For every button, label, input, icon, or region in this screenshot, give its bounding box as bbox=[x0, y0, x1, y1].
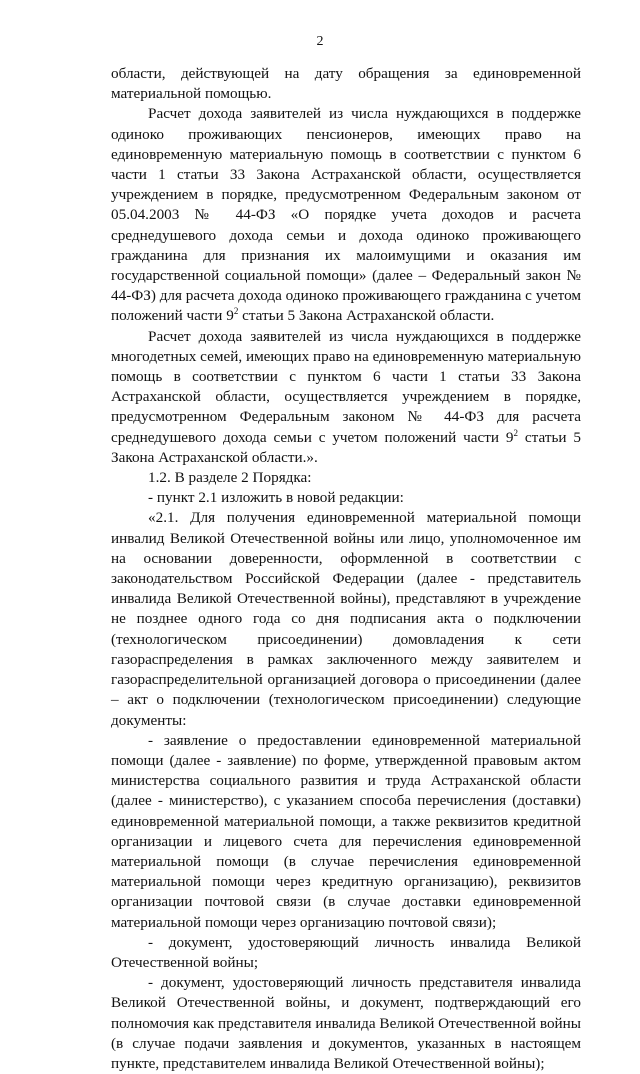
paragraph-1: области, действующей на дату обращения за единовременной материальной помощью. bbox=[111, 65, 581, 103]
paragraph-6: «2.1. Для получения единовременной материальной помощи инвалид Великой Отечественной войны или лицо, уполномоченное им на основании доверенности, оформленной в соответствии с законодательством Российской Федерации (далее - представитель инвалида Великой Отечественной войны), представляют в учреждение не позднее одного года со дня подписания акта о подключении (технологическом присоединении) домовладения к сети газораспределения в рамках заключенного между заявителем и газораспределительной организацией договора о присоединении (далее – акт о подключении (технологическом присоединении) следующие документы: bbox=[111, 509, 581, 729]
paragraph-3: Расчет дохода заявителей из числа нуждающихся в поддержке многодетных семей, имеющих право на единовременную материальную помощь в соответствии с пунктом 6 части 1 статьи 33 Закона Астраханской области, осуществляется учреждением в порядке, предусмотренном Федеральным законом № 44-ФЗ для расчета среднедушевого дохода семьи с учетом положений части $9^2$ статьи 5 Закона Астраханской области.». bbox=[111, 327, 581, 466]
page-number: 2 bbox=[316, 34, 324, 49]
paragraph-9: - документ, удостоверяющий личность представителя инвалида Великой Отечественной войны, и документ, подтверждающий его полномочия как представителя инвалида Великой Отечественной войны (в случае подачи заявления и документов, указанных в настоящем пункте, представителем инвалида Великой Отечественной войны); bbox=[111, 974, 581, 1072]
paragraph-4: 1.2. В разделе 2 Порядка: bbox=[148, 469, 312, 487]
paragraph-5: - пункт 2.1 изложить в новой редакции: bbox=[148, 489, 404, 507]
paragraph-7: - заявление о предоставлении единовременной материальной помощи (далее - заявление) по форме, утвержденной правовым актом министерства социального развития и труда Астраханской области (далее - министерство), с указанием способа перечисления (доставки) единовременной материальной помощи, а также реквизитов кредитной организации и лицевого счета для перечисления единовременной материальной помощи (в случае перечисления единовременной материальной помощи через кредитную организацию), реквизитов организации почтовой связи (в случае доставки единовременной материальной помощи через организацию почтовой связи); bbox=[111, 731, 581, 931]
document-body bbox=[111, 64, 581, 1074]
paragraph-2: Расчет дохода заявителей из числа нуждающихся в поддержке одиноко проживающих пенсионеров, имеющих право на единовременную материальную помощь в соответствии с пунктом 6 части 1 статьи 33 Закона Астраханской области, осуществляется учреждением в порядке, предусмотренном Федеральным законом от 05.04.2003 № 44-ФЗ «О порядке учета доходов и расчета среднедушевого дохода семьи и дохода одиноко проживающего гражданина для признания их малоимущими и оказания им государственной социальной помощи» (далее – Федеральный закон № 44-ФЗ) для расчета дохода одиноко проживающего гражданина с учетом положений части $9^2$ статьи 5 Закона Астраханской области. bbox=[111, 105, 582, 325]
paragraph-8: - документ, удостоверяющий личность инвалида Великой Отечественной войны; bbox=[111, 933, 581, 971]
